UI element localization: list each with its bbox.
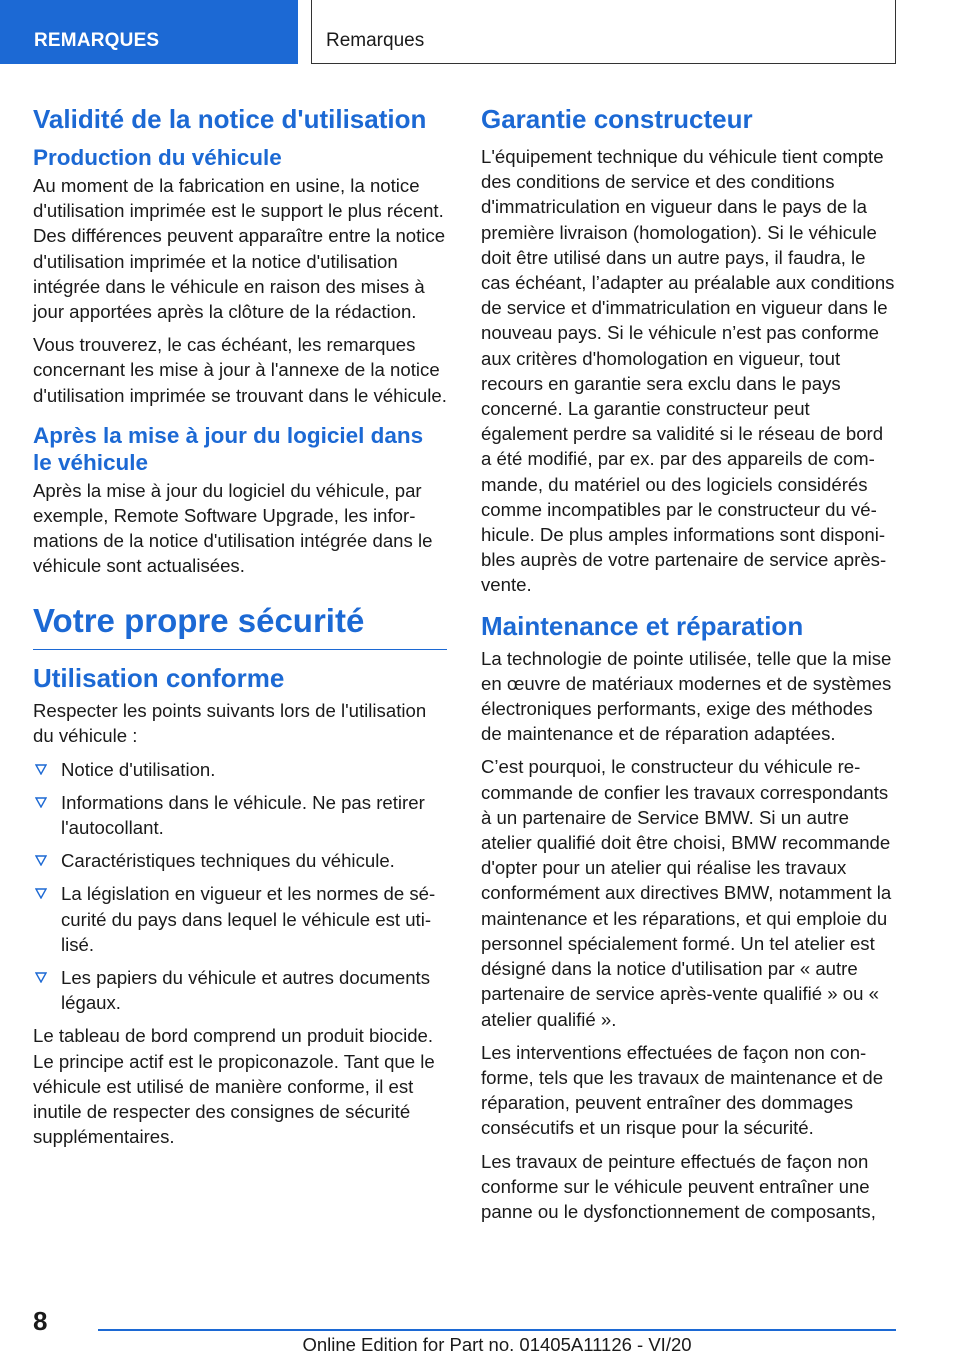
page-number: 8	[33, 1306, 48, 1336]
heading-mise-a-jour: Après la mise à jour du logiciel dans le véhicule	[33, 422, 424, 475]
right-column	[481, 100, 897, 1232]
paragraph: Les travaux de peinture effectués de façon non conforme sur le véhicule peuvent entraîner une panne ou le dysfonctionnement de composants,	[481, 1150, 876, 1222]
section-divider	[33, 649, 447, 651]
list-item-text: Notice d'utilisation.	[61, 758, 216, 780]
list-item	[33, 790, 447, 840]
heading-validite: Validité de la notice d'utilisation	[33, 104, 427, 134]
triangle-bullet-icon	[35, 796, 47, 808]
section-tab	[0, 0, 298, 64]
paragraph: Au moment de la fabrication en usine, la notice d'utilisation imprimée est le support le plus récent. Des différences peuvent apparaître entre la notice d'utilisation imprimée et la notice d'utilisation intégrée dans le véhicule en raison des mises à jour apportées après la clôture de la rédaction.	[33, 175, 446, 323]
paragraph: C’est pourquoi, le constructeur du véhicule recommande de confier les travaux correspondants à un partenaire de Service BMW. Si un autre atelier qualifié doit être choisi, BMW recommande d'opter pour un atelier qui réalise les travaux conformément aux directives BMW, notamment la maintenance et les réparations, et qui emploie du personnel spécialement formé. Un tel atelier est désigné dans la notice d'utilisation par « autre partenaire de service après-vente qualifié » ou « atelier qualifié ».	[481, 756, 892, 1030]
triangle-bullet-icon	[35, 887, 47, 899]
list-item	[33, 848, 447, 873]
triangle-bullet-icon	[35, 971, 47, 983]
section-title-securite: Votre propre sécurité	[33, 601, 365, 639]
heading-garantie: Garantie constructeur	[481, 104, 753, 134]
paragraph: L'équipement technique du véhicule tient compte des conditions de service et des conditions d'immatriculation en vigueur dans le pays de la première livraison (homologation). Si le véhicule doit être utilisé dans un autre pays, il faudra, le cas échéant, l’adapter au préalable aux conditions de service et d'immatriculation en vigueur dans le nouveau pays. Si le véhicule n’est pas conforme aux critères d'homologation en vigueur, tout recours en garantie sera exclu dans le pays concerné. La garantie constructeur peut également perdre sa validité si le réseau de bord a été modifié, par ex. par des appareils de commande, du matériel ou des logiciels considérés comme incompatibles par le constructeur du véhicule. De plus amples informations sont disponibles auprès de votre partenaire de service après-vente.	[481, 146, 895, 596]
triangle-bullet-icon	[35, 854, 47, 866]
page-header-title	[311, 0, 896, 64]
list-item	[33, 881, 447, 957]
paragraph: La technologie de pointe utilisée, telle que la mise en œuvre de matériaux modernes et de systèmes électroniques performants, exige des méthodes de maintenance et de réparation adaptées.	[481, 647, 892, 745]
header-title-text: Remarques	[326, 30, 425, 51]
triangle-bullet-icon	[35, 763, 47, 775]
list-item-text: Caractéristiques techniques du véhicule.	[61, 850, 395, 872]
left-column	[33, 100, 447, 1157]
paragraph: Le tableau de bord comprend un produit biocide. Le principe actif est le propiconazole. Tant que le véhicule est utilisé de manière conforme, il est inutile de respecter des consignes de sécurité supplémentaires.	[33, 1025, 435, 1148]
list-item-text: Informations dans le véhicule. Ne pas retirer l'autocollant.	[61, 791, 425, 838]
heading-maintenance: Maintenance et réparation	[481, 610, 804, 641]
paragraph: Respecter les points suivants lors de l'utilisation du véhicule :	[33, 700, 427, 747]
requirements-list	[33, 757, 447, 1016]
heading-utilisation-conforme: Utilisation conforme	[33, 663, 285, 694]
paragraph: Après la mise à jour du logiciel du véhicule, par exemple, Remote Software Upgrade, les informations de la notice d'utilisation intégrée dans le véhicule sont actualisées.	[33, 479, 433, 577]
list-item	[33, 965, 447, 1015]
list-item-text: Les papiers du véhicule et autres documents légaux.	[61, 966, 430, 1014]
edition-footer: Online Edition for Part no. 01405A11126 - VI/20	[302, 1334, 692, 1355]
heading-production: Production du véhicule	[33, 145, 282, 170]
footer-divider	[98, 1329, 896, 1331]
paragraph: Les interventions effectuées de façon non conforme, tels que les travaux de maintenance et de réparation, peuvent entraîner des dommages consécutifs et un risque pour la sécurité.	[481, 1041, 884, 1139]
list-item-text: La législation en vigueur et les normes de sécurité du pays dans lequel le véhicule est utilisé.	[61, 883, 436, 955]
paragraph: Vous trouverez, le cas échéant, les remarques concernant les mise à jour à l'annexe de la notice d'utilisation imprimée se trouvant dans le véhicule.	[33, 334, 447, 406]
section-tab-label: REMARQUES	[34, 30, 160, 51]
list-item	[33, 757, 447, 782]
